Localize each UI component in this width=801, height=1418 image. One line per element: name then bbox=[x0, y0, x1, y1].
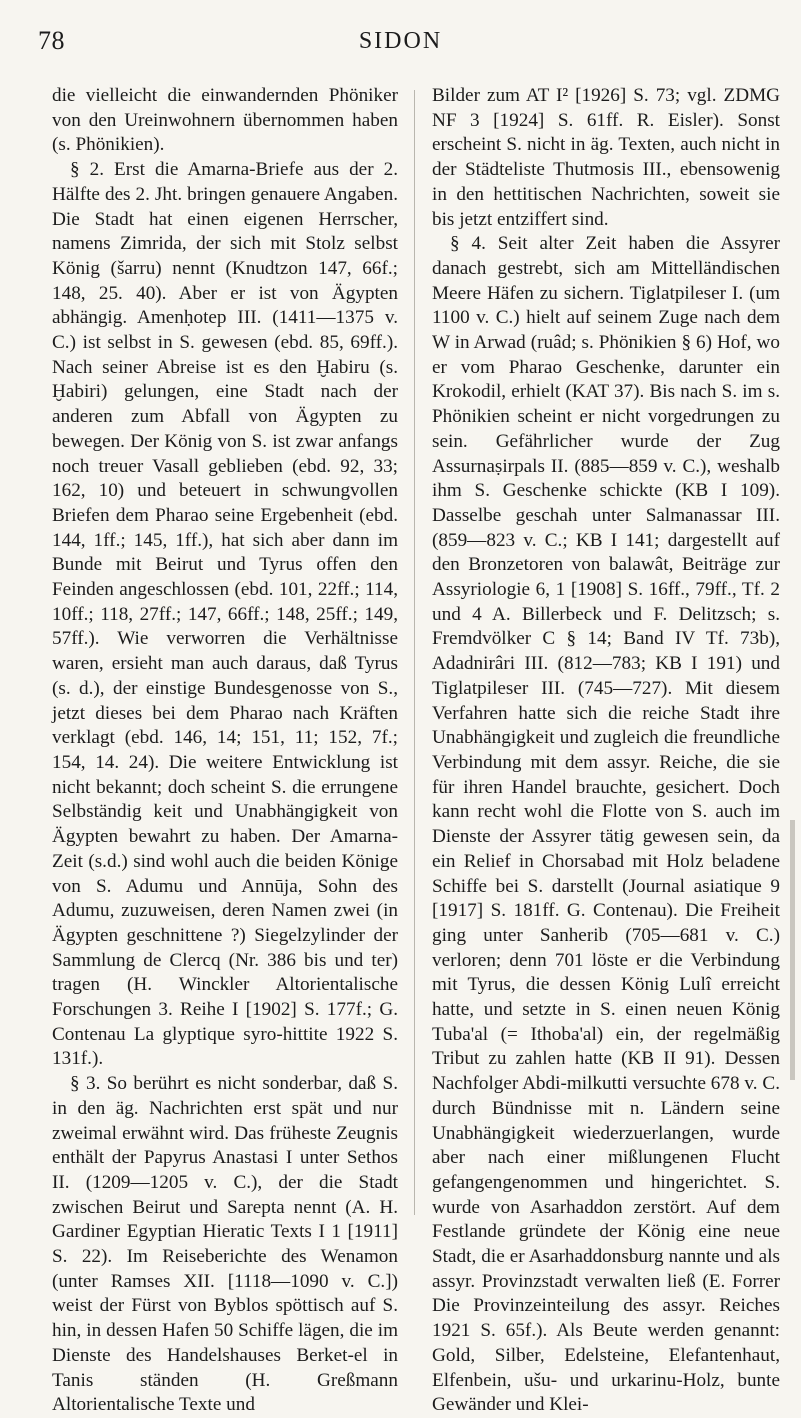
column-divider bbox=[414, 90, 415, 1215]
paragraph-section-3: § 3. So berührt es nicht sonderbar, daß S. in den äg. Nachrichten erst spät und nur zweimal erwähnt wird. Das früheste Zeugnis enthält der Papyrus Anastasi I unter Sethos II. (1209—1205 v. C.), der die Stadt zwischen Beirut und Sarepta nennt (A. H. Gardiner Egyptian Hieratic Texts I 1 [1911] S. 22). Im Reiseberichte des Wenamon (unter Ramses XII. [1118—1090 v. C.]) weist der Fürst von Byblos spöttisch auf S. hin, in dessen Hafen 50 Schiffe lägen, die im Dienste des Handelshauses Berket-el in Tanis ständen (H. Greßmann Altorientalische Texte und bbox=[52, 1073, 398, 1416]
right-column bbox=[432, 84, 780, 1418]
page-header bbox=[0, 26, 801, 66]
paragraph-section-2: § 2. Erst die Amarna-Briefe aus der 2. Hälfte des 2. Jht. bringen genauere Angaben. Die Stadt hat einen eigenen Herrscher, namens Zimrida, der sich mit Stolz selbst König (šarru) nennt (Knudtzon 147, 66f.; 148, 25. 40). Aber er ist von Ägypten abhängig. Amenḥotep III. (1411—1375 v. C.) ist selbst in S. gewesen (ebd. 85, 69ff.). Nach seiner Abreise ist es den Ḫabiru (s. Ḫabiri) gelungen, eine Stadt nach der anderen zum Abfall von Ägypten zu bewegen. Der König von S. ist zwar anfangs noch treuer Vasall geblieben (ebd. 92, 33; 162, 10) und beteuert in schwungvollen Briefen dem Pharao seine Ergebenheit (ebd. 144, 1ff.; 145, 1ff.), hat sich aber dann im Bunde mit Beirut und Tyrus offen den Feinden angeschlossen (ebd. 101, 22ff.; 114, 10ff.; 118, 27ff.; 147, 66ff.; 148, 25ff.; 149, 57ff.). Wie verworren die Verhältnisse waren, ersieht man auch daraus, daß Tyrus (s. d.), der einstige Bundesgenosse von S., jetzt dieses bei dem Pharao nach Kräften verklagt (ebd. 146, 14; 151, 11; 152, 7f.; 154, 14. 24). Die weitere Entwicklung ist nicht bekannt; doch scheint S. die errungene Selbständig keit und Unabhängigkeit von Ägypten bewahrt zu haben. Der Amarna-Zeit (s.d.) sind wohl auch die beiden Könige von S. Adumu und Annūja, Sohn des Adumu, zuzuweisen, deren Namen zwei (in Ägypten geschnittene ?) Siegelzylinder der Sammlung de Clercq (Nr. 386 bis und ter) tragen (H. Winckler Altorientalische Forschungen 3. Reihe I [1902] S. 177f.; G. Contenau La glyptique syro-hittite 1922 S. 131f.). bbox=[52, 159, 398, 1070]
paragraph: die vielleicht die einwandernden Phöniker von den Ureinwohnern übernommen haben (s. Phönikien). bbox=[52, 85, 398, 156]
paragraph: Bilder zum AT I² [1926] S. 73; vgl. ZDMG NF 3 [1924] S. 61ff. R. Eisler). Sonst erscheint S. nicht in äg. Texten, auch nicht in der Städteliste Thutmosis III., ebensowenig in den hettitischen Nachrichten, soweit sie bis jetzt entziffert sind. bbox=[432, 85, 780, 230]
left-column bbox=[52, 84, 398, 1418]
page-edge-shadow bbox=[790, 820, 795, 1080]
running-title: SIDON bbox=[358, 28, 443, 54]
paragraph-section-4: § 4. Seit alter Zeit haben die Assyrer danach gestrebt, sich am Mittelländischen Meere Häfen zu sichern. Tiglatpileser I. (um 1100 v. C.) hielt auf seinem Zuge nach dem W in Arwad (ruâd; s. Phönikien § 6) Hof, wo er vom Pharao Geschenke, darunter ein Krokodil, erhielt (KAT 37). Bis nach S. im s. Phönikien scheint er nicht vorgedrungen zu sein. Gefährlicher wurde der Zug Assurnaṣirpals II. (885—859 v. C.), weshalb ihm S. Geschenke schickte (KB I 109). Dasselbe geschah unter Salmanassar III. (859—823 v. C.; KB I 141; dargestellt auf den Bronzetoren von balawât, Beiträge zur Assyriologie 6, 1 [1908] S. 16ff., 79ff., Tf. 2 und 4 A. Billerbeck und F. Delitzsch; s. Fremdvölker C § 14; Band IV Tf. 73b), Adadnirâri III. (812—783; KB I 191) und Tiglatpileser III. (745—727). Mit diesem Verfahren hatte sich die reiche Stadt ihre Unabhängigkeit und zugleich die freundliche Verbindung mit dem assyr. Reiche, die sie für ihren Handel brauchte, gesichert. Doch kann recht wohl die Flotte von S. auch im Dienste der Assyrer tätig gewesen sein, da ein Relief in Chorsabad mit Holz beladene Schiffe bei S. darstellt (Journal asiatique 9 [1917] S. 181ff. G. Contenau). Die Freiheit ging unter Sanherib (705—681 v. C.) verloren; denn 701 löste er die Verbindung mit Tyrus, die dessen König Lulî erreicht hatte, und setzte in S. einen neuen König Tuba'al (= Ithoba'al) ein, der regelmäßig Tribut zu zahlen hatte (KB II 91). Dessen Nachfolger Abdi-milkutti versuchte 678 v. C. durch Bündnisse mit n. Ländern seine Unabhängigkeit wiederzuerlangen, wurde aber nach einer mißlungenen Flucht gefangengenommen und hingerichtet. S. wurde von Asarhaddon zerstört. Auf dem Festlande gründete der König eine neue Stadt, die er Asarhaddonsburg nannte und als assyr. Provinzstadt verwalten ließ (E. Forrer Die Provinzeinteilung des assyr. Reiches 1921 S. 65f.). Als Beute werden genannt: Gold, Silber, Edelsteine, Elefantenhaut, Elfenbein, ušu- und urkarinu-Holz, bunte Gewänder und Klei- bbox=[432, 233, 780, 1416]
page-number: 78 bbox=[38, 26, 65, 55]
